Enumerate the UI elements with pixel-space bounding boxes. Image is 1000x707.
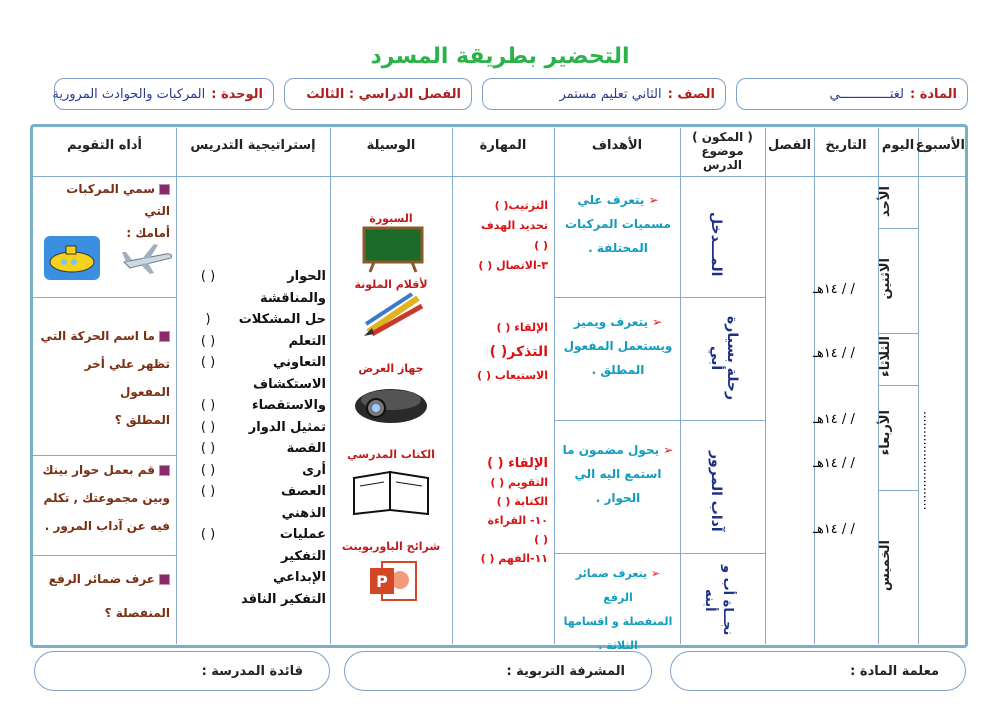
bullet-icon: [159, 331, 170, 342]
day-monday: الاثنين: [878, 258, 893, 300]
strategy-list: [236, 266, 326, 610]
info-bar: [54, 78, 968, 112]
strategy-10: العصف الذهني: [281, 484, 326, 521]
page-title: التحضير بطريقة المسرد: [370, 44, 630, 69]
strategy-checks: [188, 266, 228, 546]
objective-1-line3: المختلفة .: [588, 241, 648, 255]
objective-2-line3: المطلق .: [591, 363, 645, 377]
strategy-check-4[interactable]: ( ): [200, 355, 216, 370]
header-component: [680, 130, 765, 172]
objective-3-line3: الحوار .: [595, 491, 641, 505]
teacher-signature-box: [670, 651, 966, 691]
evaluation-3-line2: وبين مجموعتك , تكلم: [43, 491, 170, 505]
strategy-13: التفكير الناقد: [240, 591, 326, 607]
strategy-check-6[interactable]: ( ): [200, 419, 216, 435]
strategy-12: الإبداعي: [272, 570, 326, 585]
bullet-icon: [159, 574, 170, 585]
skill-recitation: الإلقاء ( ): [496, 321, 548, 334]
objective-2-line2: ويستعمل المفعول: [563, 339, 673, 353]
skill-evaluation: التقويم ( ): [490, 476, 548, 489]
evaluation-4: [40, 562, 170, 630]
teacher-signature-label: معلمة المادة :: [850, 663, 939, 679]
skill-ordering: الترتيب( ): [494, 199, 548, 212]
bullet-icon: [159, 184, 170, 195]
objective-1-line1: يتعرف علي: [577, 193, 645, 207]
supervisor-signature-box: [344, 651, 652, 691]
header-strategy: إستراتيجية التدريس: [190, 138, 316, 153]
strategy-check-7[interactable]: ( ): [200, 441, 216, 456]
strategy-1: الحوار: [287, 269, 326, 284]
term-box: [284, 78, 472, 110]
skill-reading-check: ( ): [534, 533, 548, 546]
evaluation-1-line1: سمي المركبات التي: [66, 182, 170, 218]
strategy-check-3[interactable]: ( ): [200, 333, 216, 349]
strategy-3: حل المشكلات: [238, 312, 326, 327]
subject-box: [736, 78, 968, 110]
skills-group-2: [460, 316, 548, 388]
tool-label-board: السبورة: [369, 212, 413, 225]
skill-reading: ١٠- القراءة: [487, 514, 548, 527]
powerpoint-icon: [368, 558, 418, 604]
day-tuesday: الثلاثاء: [878, 336, 893, 377]
day-thursday: الخميس: [878, 540, 893, 592]
projector-icon: [352, 378, 430, 426]
strategy-2: والمناقشة: [260, 290, 326, 306]
component-4: نجــاة أب و أبنه: [702, 564, 735, 636]
date-3: / / ١٤هـ: [813, 412, 855, 427]
strategy-check-9[interactable]: ( ): [200, 484, 216, 499]
supervisor-signature-label: المشرفة التربوية :: [506, 663, 625, 679]
header-class: الفصل: [767, 138, 812, 153]
objective-2: ➢ يتعرف ويميز ويستعمل المفعول المطلق .: [560, 310, 676, 382]
strategy-check-5[interactable]: ( ): [200, 398, 216, 413]
date-4: / / ١٤هـ: [813, 456, 855, 471]
skill-goal: تحديد الهدف: [480, 219, 548, 232]
strategy-check-10[interactable]: ( ): [200, 527, 216, 542]
skills-group-1: [460, 196, 548, 276]
bullet-icon: [159, 465, 170, 476]
skill-goal-check: ( ): [534, 239, 548, 252]
unit-label: الوحدة :: [211, 86, 263, 102]
skill-understanding: ١١-الفهم ( ): [480, 552, 548, 565]
evaluation-3-line3: فيه عن آداب المرور .: [44, 519, 170, 533]
header-component-2: موضوع الدرس: [701, 144, 744, 172]
header-tool: الوسيلة: [366, 138, 416, 153]
evaluation-2-line2: تظهر علي أخر المفعول: [84, 357, 170, 399]
date-1: / / ١٤هـ: [813, 282, 855, 297]
principal-signature-box: [34, 651, 330, 691]
header-component-1: ( المكون ): [692, 130, 753, 144]
term-label: الفصل الدراسي : الثالث: [306, 86, 461, 102]
objective-3: ➢ يحول مضمون ما استمع اليه الي الحوار .: [560, 438, 676, 510]
strategy-6: والاستقصاء: [251, 398, 326, 413]
date-5: / / ١٤هـ: [813, 522, 855, 537]
evaluation-3: [40, 456, 170, 540]
objective-4-line3: الثلاثة .: [598, 639, 638, 652]
subject-value: لغتـــــــــــــي: [829, 86, 904, 102]
airplane-icon: [120, 240, 174, 276]
unit-value: المركبات والحوادث المرورية: [52, 86, 206, 102]
objective-2-line1: يتعرف ويميز: [573, 315, 648, 329]
header-day: اليوم: [881, 138, 915, 153]
subject-label: المادة :: [909, 86, 957, 102]
evaluation-3-line1: قم بعمل حوار بينك: [42, 463, 155, 477]
objective-4-line1: يتعرف ضمائر الرفع: [575, 567, 648, 604]
strategy-8: القصة: [286, 441, 326, 456]
header-evaluation: أداه التقويم: [66, 138, 142, 153]
day-wednesday: الأربعاء: [878, 410, 893, 456]
evaluation-4-line2: المنفصلة ؟: [104, 606, 170, 620]
grade-value: الثاني تعليم مستمر: [559, 86, 662, 102]
unit-box: [54, 78, 274, 110]
tool-label-projector: جهاز العرض: [358, 362, 424, 375]
objective-1-line2: مسميات المركبات: [565, 217, 671, 231]
header-week: الأسبوع: [915, 138, 965, 153]
objective-4-line2: المنفصلة و اقسامها: [563, 615, 673, 628]
svg-text:P: P: [376, 572, 388, 591]
skill-comprehension: الاستيعاب ( ): [477, 369, 548, 382]
objective-4: ➢ يتعرف ضمائر الرفع المنفصلة و اقسامها الثلاثة .: [560, 562, 676, 658]
tool-label-pens: لأقلام الملونة: [354, 278, 428, 291]
skill-recall: التذكر( ): [489, 344, 548, 360]
strategy-5: الاستكشاف: [253, 376, 326, 392]
blackboard-icon: [362, 226, 424, 272]
date-2: / / ١٤هـ: [813, 346, 855, 361]
strategy-4: التعلم التعاوني: [273, 333, 326, 370]
evaluation-4-line1: عرف ضمائر الرفع: [48, 572, 155, 586]
tool-label-powerpoint: شرائح الباوربوينت: [341, 540, 441, 553]
skill-recitation-2: الإلقاء ( ): [487, 456, 548, 471]
objective-3-line2: استمع اليه الي: [574, 467, 662, 481]
book-icon: [350, 468, 432, 516]
component-2: رحلة بسيارة أبي: [708, 315, 740, 401]
component-1: المـــدخل: [708, 211, 724, 277]
skills-group-3: [460, 454, 548, 568]
week-value: ..........................: [921, 410, 935, 510]
strategy-7: تمثيل الدوار: [248, 419, 326, 435]
evaluation-2-line3: المطلق ؟: [114, 413, 170, 427]
strategy-11: عمليات التفكير: [279, 527, 326, 564]
evaluation-2-line1: ما اسم الحركة التي: [40, 329, 155, 343]
tool-label-book: الكتاب المدرسي: [347, 448, 435, 461]
skill-communication: ٣-الاتصال ( ): [478, 259, 548, 272]
evaluation-1-line2: أمامك :: [126, 226, 170, 240]
strategy-check-1[interactable]: ( ): [200, 269, 216, 284]
grade-label: الصف :: [667, 86, 715, 102]
day-sunday: الأحد: [878, 186, 893, 218]
skill-writing: الكتابة ( ): [496, 495, 548, 508]
evaluation-1: [40, 178, 170, 244]
grade-box: [482, 78, 726, 110]
objective-1: ➢ يتعرف علي مسميات المركبات المختلفة .: [560, 188, 676, 260]
component-3: آداب المرور: [708, 450, 724, 532]
header-objectives: الأهداف: [591, 138, 643, 153]
header-date: التاريخ: [825, 138, 867, 153]
objective-3-line1: يحول مضمون ما: [562, 443, 660, 457]
strategy-check-2[interactable]: (: [205, 312, 211, 327]
submarine-icon: [44, 236, 100, 280]
principal-signature-label: قائدة المدرسة :: [201, 663, 303, 679]
pencils-icon: [362, 292, 426, 336]
strategy-9: أرى: [302, 462, 326, 478]
strategy-check-8[interactable]: ( ): [200, 462, 216, 478]
header-skill: المهارة: [479, 138, 527, 153]
evaluation-2: [40, 322, 170, 434]
